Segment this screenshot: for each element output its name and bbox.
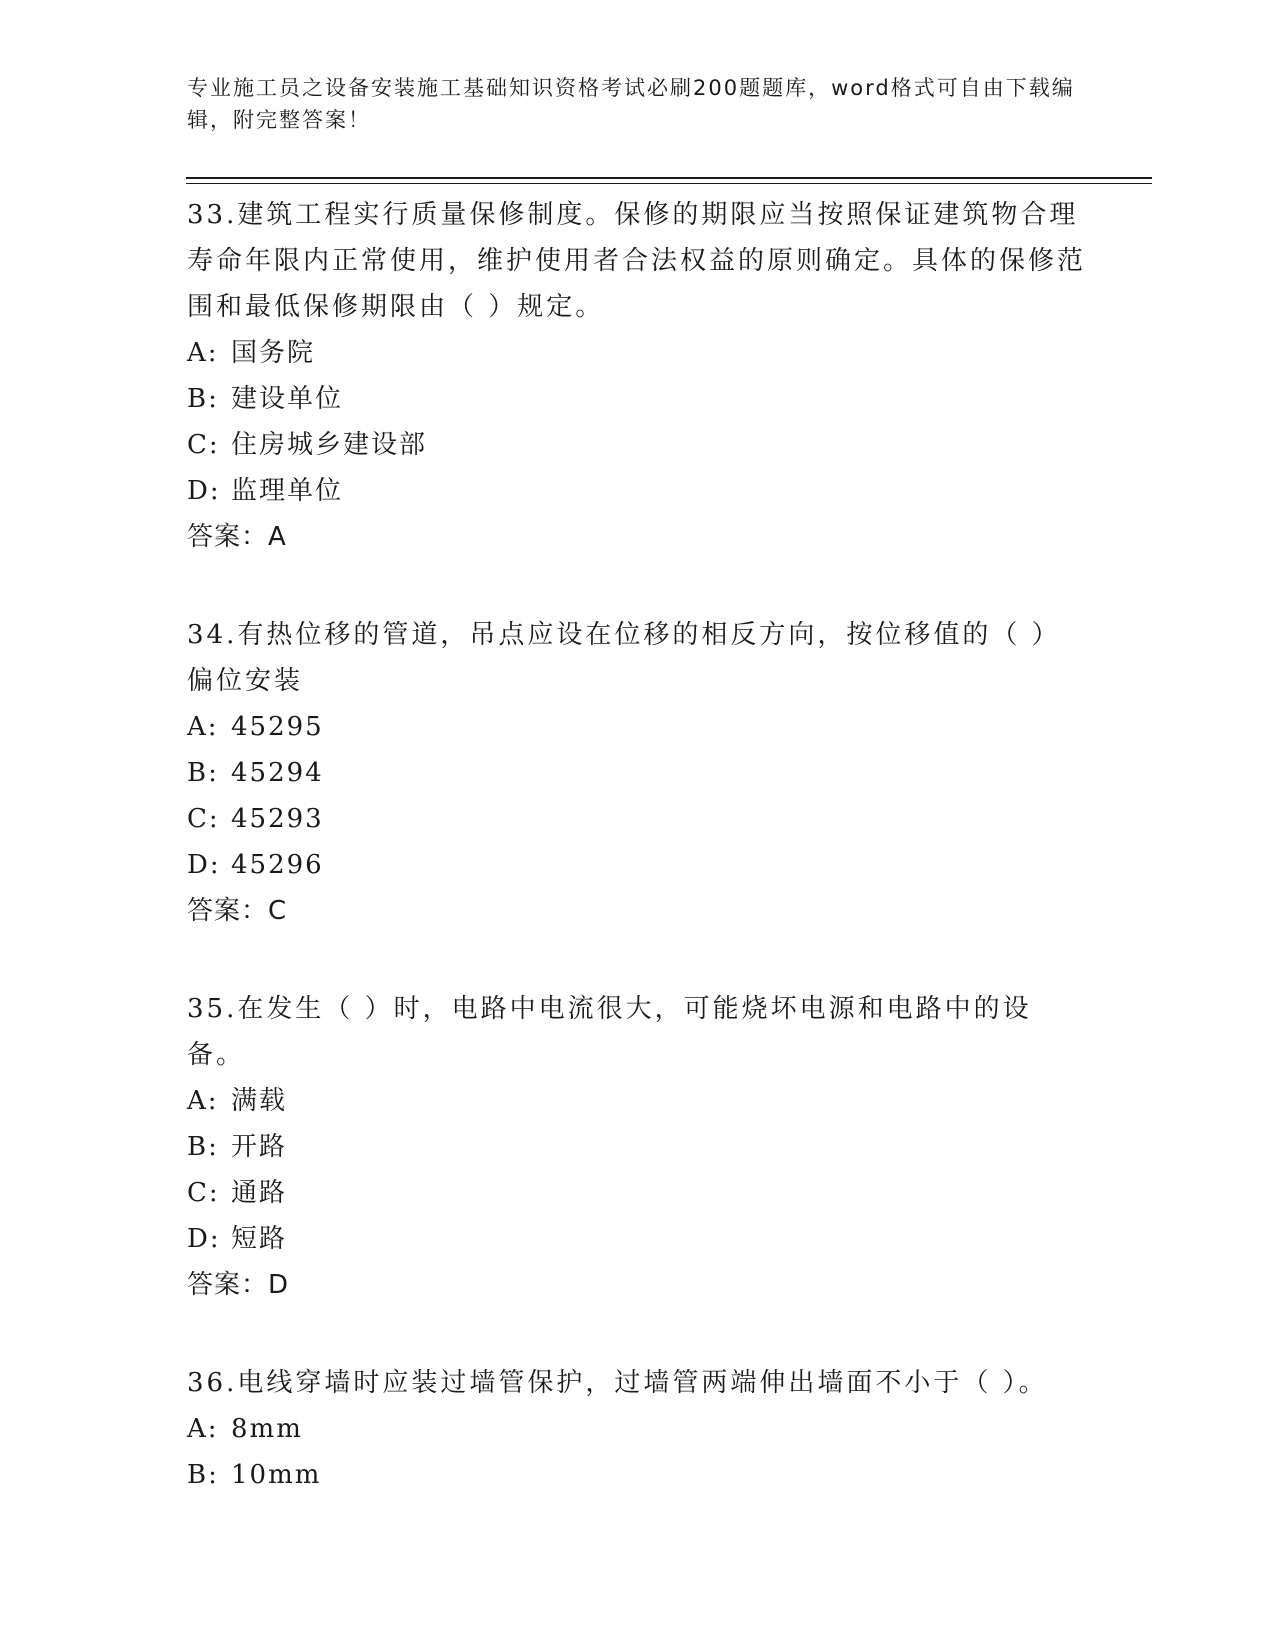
option-text: 短路 xyxy=(231,1224,288,1254)
option-label: D: xyxy=(187,476,221,506)
option-c xyxy=(187,422,1087,468)
option-text: 建设单位 xyxy=(231,384,344,414)
option-label: A: xyxy=(187,712,219,742)
option-label: D: xyxy=(187,850,221,880)
option-text: 45296 xyxy=(231,850,324,880)
question-list xyxy=(187,192,1087,1550)
option-text: 满载 xyxy=(231,1086,288,1116)
option-text: 8mm xyxy=(231,1414,303,1444)
option-label: C: xyxy=(187,430,220,460)
option-label: A: xyxy=(187,338,219,368)
question-33 xyxy=(187,192,1087,560)
question-text: 34.有热位移的管道，吊点应设在位移的相反方向，按位移值的（ ）偏位安装 xyxy=(187,620,1061,696)
option-text: 住房城乡建设部 xyxy=(231,430,428,460)
answer-line: 答案：C xyxy=(187,896,288,926)
option-label: B: xyxy=(187,758,219,788)
option-label: B: xyxy=(187,384,219,414)
option-label: D: xyxy=(187,1224,221,1254)
option-text: 开路 xyxy=(231,1132,288,1162)
option-label: A: xyxy=(187,1086,219,1116)
option-text: 监理单位 xyxy=(231,476,344,506)
question-text: 33.建筑工程实行质量保修制度。保修的期限应当按照保证建筑物合理寿命年限内正常使用，维护使用者合法权益的原则确定。具体的保修范围和最低保修期限由（ ）规定。 xyxy=(187,200,1087,322)
option-a xyxy=(187,1078,1087,1124)
document-header: 专业施工员之设备安装施工基础知识资格考试必刷200题题库，word格式可自由下载编辑，附完整答案！ xyxy=(187,76,1075,132)
option-label: C: xyxy=(187,804,220,834)
header-divider-thick xyxy=(186,177,1152,179)
option-label: B: xyxy=(187,1460,219,1490)
question-text: 35.在发生（ ）时，电路中电流很大，可能烧坏电源和电路中的设备。 xyxy=(187,994,1032,1070)
option-a xyxy=(187,1406,1087,1452)
option-b xyxy=(187,376,1087,422)
option-d xyxy=(187,842,1087,888)
option-d xyxy=(187,468,1087,514)
option-text: 国务院 xyxy=(231,338,316,368)
option-label: A: xyxy=(187,1414,219,1444)
option-text: 45293 xyxy=(231,804,324,834)
option-c xyxy=(187,1170,1087,1216)
option-a xyxy=(187,330,1087,376)
header-divider-thin xyxy=(186,183,1152,184)
option-b xyxy=(187,750,1087,796)
option-a xyxy=(187,704,1087,750)
option-b xyxy=(187,1124,1087,1170)
option-c xyxy=(187,796,1087,842)
option-text: 10mm xyxy=(231,1460,322,1490)
question-34 xyxy=(187,612,1087,934)
option-b xyxy=(187,1452,1087,1498)
answer-line: 答案：D xyxy=(187,1270,290,1300)
option-d xyxy=(187,1216,1087,1262)
option-text: 45295 xyxy=(231,712,324,742)
question-35 xyxy=(187,986,1087,1308)
answer-line: 答案：A xyxy=(187,522,287,552)
option-label: C: xyxy=(187,1178,220,1208)
option-label: B: xyxy=(187,1132,219,1162)
option-text: 通路 xyxy=(231,1178,288,1208)
question-text: 36.电线穿墙时应装过墙管保护，过墙管两端伸出墙面不小于（ ）。 xyxy=(187,1368,1048,1398)
option-text: 45294 xyxy=(231,758,324,788)
question-36 xyxy=(187,1360,1087,1498)
